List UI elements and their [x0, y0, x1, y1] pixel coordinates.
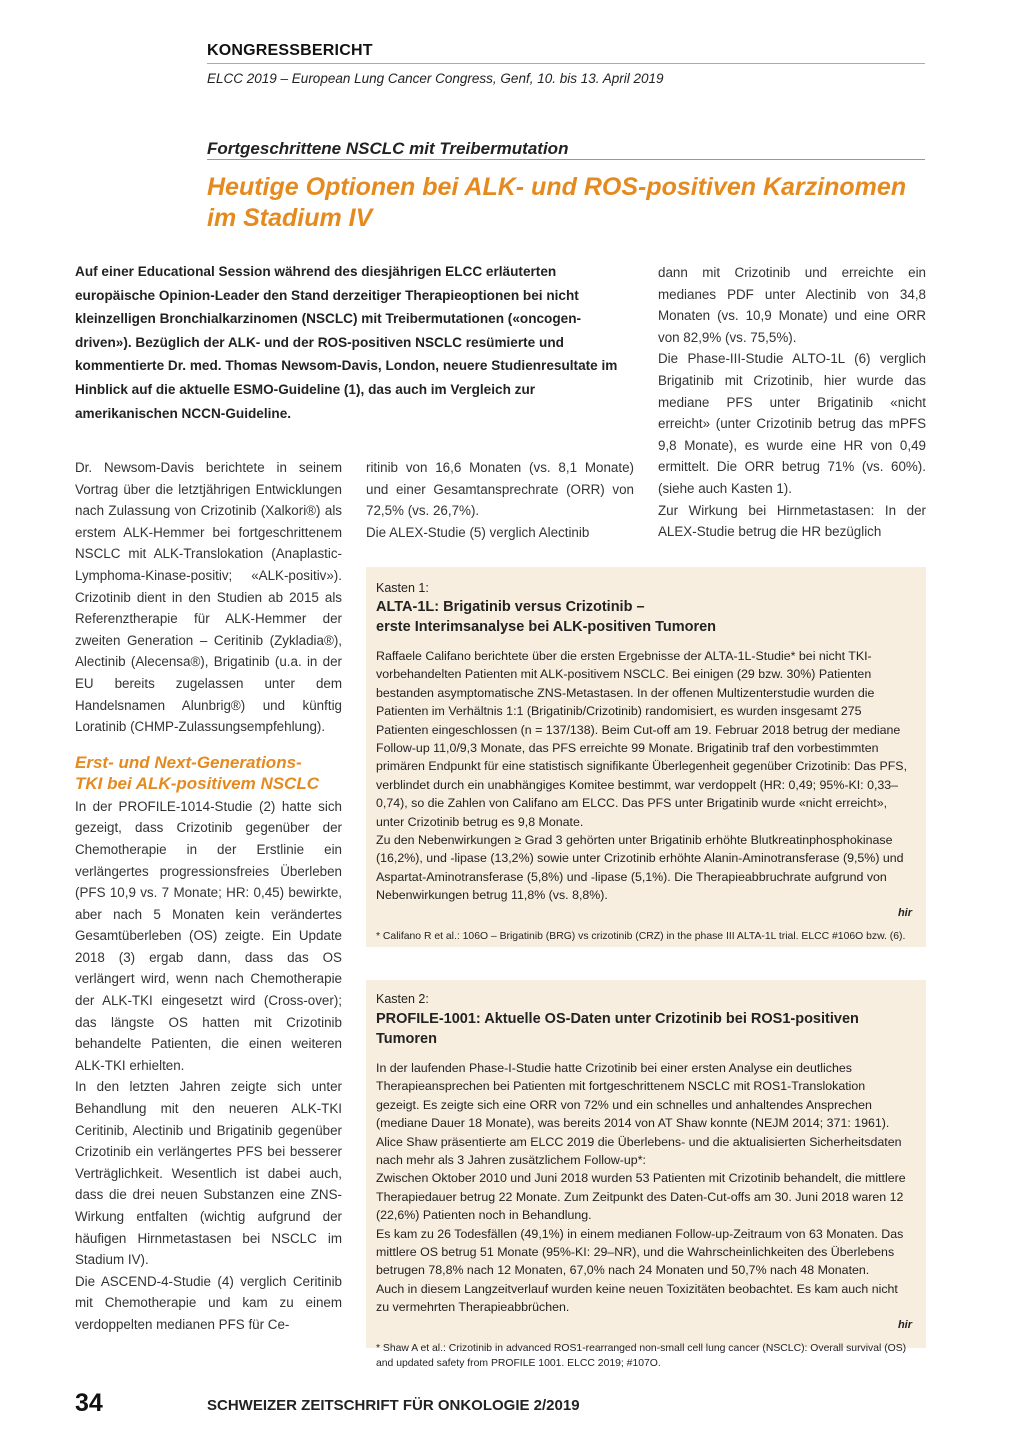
paragraph: dann mit Crizotinib und erreichte ein medianes PDF unter Alectinib von 34,8 Monaten (vs. 10,9 Monate) und eine ORR von 82,9% (vs. 75,5%).: [658, 265, 926, 345]
paragraph: Dr. Newsom-Davis berichtete in seinem Vortrag über die letztjährigen Entwicklungen nach Zulassung von Crizotinib (Xalkori®) als erstem ALK-Hemmer bei fortgeschrittenem NSCLC mit ALK-Translokation (Anaplastic-Lymphoma-Kinase-positiv; «ALK-positiv»). Crizotinib dient in den Studien ab 2015 als Referenztherapie für ALK-Hemmer der zweiten Generation – Ceritinib (Zykladia®), Alectinib (Alecensa®), Brigatinib (u.a. in der EU bereits zugelassen unter dem Handelsnamen Alunbrig®) und künftig Loratinib (CHMP-Zulassungsempfehlung).: [75, 460, 342, 735]
box-body: [376, 647, 912, 905]
text-column-2: [366, 457, 634, 543]
paragraph: Zur Wirkung bei Hirnmetastasen: In der ALEX-Studie betrug die HR bezüglich: [658, 502, 926, 540]
event-line: ELCC 2019 – European Lung Cancer Congress, Genf, 10. bis 13. April 2019: [207, 71, 664, 86]
box-body: [376, 1059, 912, 1317]
box-paragraph: Es kam zu 26 Todesfällen (49,1%) in einem medianen Follow-up-Zeitraum von 63 Monaten. Das mittlere OS betrug 51 Monate (95%-KI: 29–NR), und die Wahrscheinlichkeiten des Überlebens betrugen 78,8% nach 12 Monaten, 67,0% nach 24 Monaten und 50,7% nach 48 Monaten.: [376, 1226, 904, 1278]
paragraph: Die Phase-III-Studie ALTO-1L (6) verglich Brigatinib mit Crizotinib, hier wurde das mediane PFS unter Brigatinib «nicht erreicht» (unter Crizotinib betrug das mPFS 9,8 Monate), es wurde eine HR von 0,49 ermittelt. Die ORR betrug 71% (vs. 60%). (siehe auch Kasten 1).: [658, 351, 926, 496]
article-lead: Auf einer Educational Session während des diesjährigen ELCC erläuterten europäische Opinion-Leader den Stand derzeitiger Therapieoptionen bei nicht kleinzelligen Bronchialkarzinomen (NSCLC) mit Treibermutationen («oncogen-driven»). Bezüglich der ALK- und der ROS-positiven NSCLC resümierte und kommentierte Dr. med. Thomas Newsom-Davis, London, neuere Studienresultate im Hinblick auf die aktuelle ESMO-Guideline (1), das auch im Vergleich zur amerikanischen NCCN-Guideline.: [75, 264, 618, 421]
box-title: PROFILE-1001: Aktuelle OS-Daten unter Crizotinib bei ROS1-positiven Tumoren: [376, 1011, 859, 1047]
box-footnote: * Califano R et al.: 106O – Brigatinib (BRG) vs crizotinib (CRZ) in the phase III ALTA-1L trial. ELCC #106O bzw. (6).: [376, 930, 906, 942]
text-column-3: [658, 262, 926, 543]
paragraph: Die ALEX-Studie (5) verglich Alectinib: [366, 524, 590, 540]
box-title-line-2: erste Interimsanalyse bei ALK-positiven Tumoren: [376, 619, 717, 635]
info-box-1: [366, 567, 926, 947]
paragraph: In den letzten Jahren zeigte sich unter Behandlung mit den neueren ALK-TKI Ceritinib, Alectinib und Brigatinib gegenüber Crizotinib ein verlängertes PFS bei besserer Verträglichkeit. Wesentlich ist dabei auch, dass die drei neuen Substanzen eine ZNS-Wirkung entfalten (wichtig aufgrund der häufigen Hirnmetastasen bei NSCLC im Stadium IV).: [75, 1079, 342, 1268]
subheading-line-2: TKI bei ALK-positivem NSCLC: [75, 773, 319, 793]
article-kicker: Fortgeschrittene NSCLC mit Treibermutation: [207, 139, 569, 158]
box-label: Kasten 1:: [376, 581, 429, 595]
kicker-divider: [207, 159, 925, 160]
headline-line-2: im Stadium IV: [207, 204, 373, 232]
info-box-2: [366, 980, 926, 1369]
box-paragraph: Auch in diesem Langzeitverlauf wurden keine neuen Toxizitäten beobachtet. Es kam auch nicht zu vermehrten Therapieabbrüchen.: [376, 1281, 898, 1315]
paragraph: Die ASCEND-4-Studie (4) verglich Ceritinib mit Chemotherapie und kam zu einem verdoppelten medianen PFS für Ce-: [75, 1273, 342, 1332]
section-label: KONGRESSBERICHT: [207, 42, 373, 59]
page-number: 34: [75, 1389, 103, 1417]
box-paragraph: In der laufenden Phase-I-Studie hatte Crizotinib bei einer ersten Analyse ein deutliches Therapieansprechen bei Patienten mit fortgeschrittenem NSCLC mit ROS1-Translokation gezeigt. Es zeigte sich eine ORR von 72% und ein schnelles und anhaltendes Ansprechen (mediane Dauer 18 Monate), was bereits 2014 von AT Shaw konnte (NEJM 2014; 371: 1961). Alice Shaw präsentierte am ELCC 2019 die Überlebens- und die aktualisierten Sicherheitsdaten nach mehr als 3 Jahren zusätzlichem Follow-up*:: [376, 1061, 902, 1168]
box-label: Kasten 2:: [376, 992, 429, 1006]
headline-line-1: Heutige Optionen bei ALK- und ROS-positiven Karzinomen: [207, 173, 907, 201]
section-subheading: [75, 752, 342, 794]
paragraph: ritinib von 16,6 Monaten (vs. 8,1 Monate) und einer Gesamtansprechrate (ORR) von 72,5% (vs. 26,7%).: [366, 460, 634, 519]
box-footnote: * Shaw A et al.: Crizotinib in advanced ROS1-rearranged non-small cell lung cancer (NSCLC): Overall survival (OS) and updated safety from PROFILE 1001. ELCC 2019; #107O.: [376, 1342, 907, 1369]
article-headline: [207, 172, 925, 234]
box-paragraph: Zwischen Oktober 2010 und Juni 2018 wurden 53 Patienten mit Crizotinib behandelt, die mittlere Therapiedauer betrug 22 Monate. Zum Zeitpunkt des Daten-Cut-offs am 30. Juni 2018 waren 12 (22,6%) Patienten noch in Behandlung.: [376, 1171, 906, 1223]
text-column-1: [75, 457, 342, 1336]
box-paragraph: Zu den Nebenwirkungen ≥ Grad 3 gehörten unter Brigatinib erhöhte Blutkreatinphosphokinase (16,2%), und -lipase (13,2%) sowie unter Crizotinib erhöhte Alanin-Aminotransferase (9,5%) und Aspartat-Aminotransferase (5,8%) und -lipase (5,1%). Die Therapieabbruchrate aufgrund von Nebenwirkungen betrug 11,8% (vs. 8,8%).: [376, 833, 904, 903]
journal-name: SCHWEIZER ZEITSCHRIFT FÜR ONKOLOGIE 2/2019: [207, 1397, 580, 1414]
subheading-line-1: Erst- und Next-Generations-: [75, 752, 302, 772]
header-divider: [207, 63, 925, 64]
author-initials: hir: [897, 906, 912, 919]
box-title: [376, 597, 912, 637]
author-initials: hir: [897, 1318, 912, 1331]
box-content: [376, 581, 912, 944]
paragraph: In der PROFILE-1014-Studie (2) hatte sich gezeigt, dass Crizotinib gegenüber der Chemotherapie in der Erstlinie ein verlängertes progressionsfreies Überleben (PFS 10,9 vs. 7 Monate; HR: 0,45) bewirkte, aber nach 5 Monaten kein verändertes Gesamtüberleben (OS) zeigte. Ein Update 2018 (3) ergab dann, dass das OS verlängert wird, wenn nach Chemotherapie der ALK-TKI eingesetzt wird (Cross-over); das längste OS hatten mit Crizotinib behandelte Patienten, die einen weiteren ALK-TKI erhielten.: [75, 798, 342, 1073]
box-title-line-1: ALTA-1L: Brigatinib versus Crizotinib –: [376, 599, 645, 615]
box-paragraph: Raffaele Califano berichtete über die ersten Ergebnisse der ALTA-1L-Studie* bei nicht TKI-vorbehandelten Patienten mit ALK-positivem NSCLC. Bei einigen (29 bzw. 30%) Patienten bestanden asymptomatische ZNS-Metastasen. In der offenen Multizenterstudie wurden die Patienten im Verhältnis 1:1 (Brigatinib/Crizotinib) randomisiert, es wurden insgesamt 275 Patienten eingeschlossen (n = 137/138). Beim Cut-off am 19. Februar 2018 betrug der mediane Follow-up 11,0/9,3 Monate, das PFS erreichte 99 Monate. Brigatinib traf den vorbestimmten primären Endpunkt für eine statistisch signifikante Überlegenheit gegenüber Crizotinib: Das PFS, verblindet durch ein unabhängiges Komitee bestimmt, war verdoppelt (HR: 0,49; 95%-KI: 0,33–0,74), so die Zahlen von Califano am ELCC. Das PFS unter Brigatinib wurde «nicht erreicht», unter Crizotinib betrug es 9,8 Monate.: [376, 649, 908, 829]
box-content: [376, 992, 912, 1371]
